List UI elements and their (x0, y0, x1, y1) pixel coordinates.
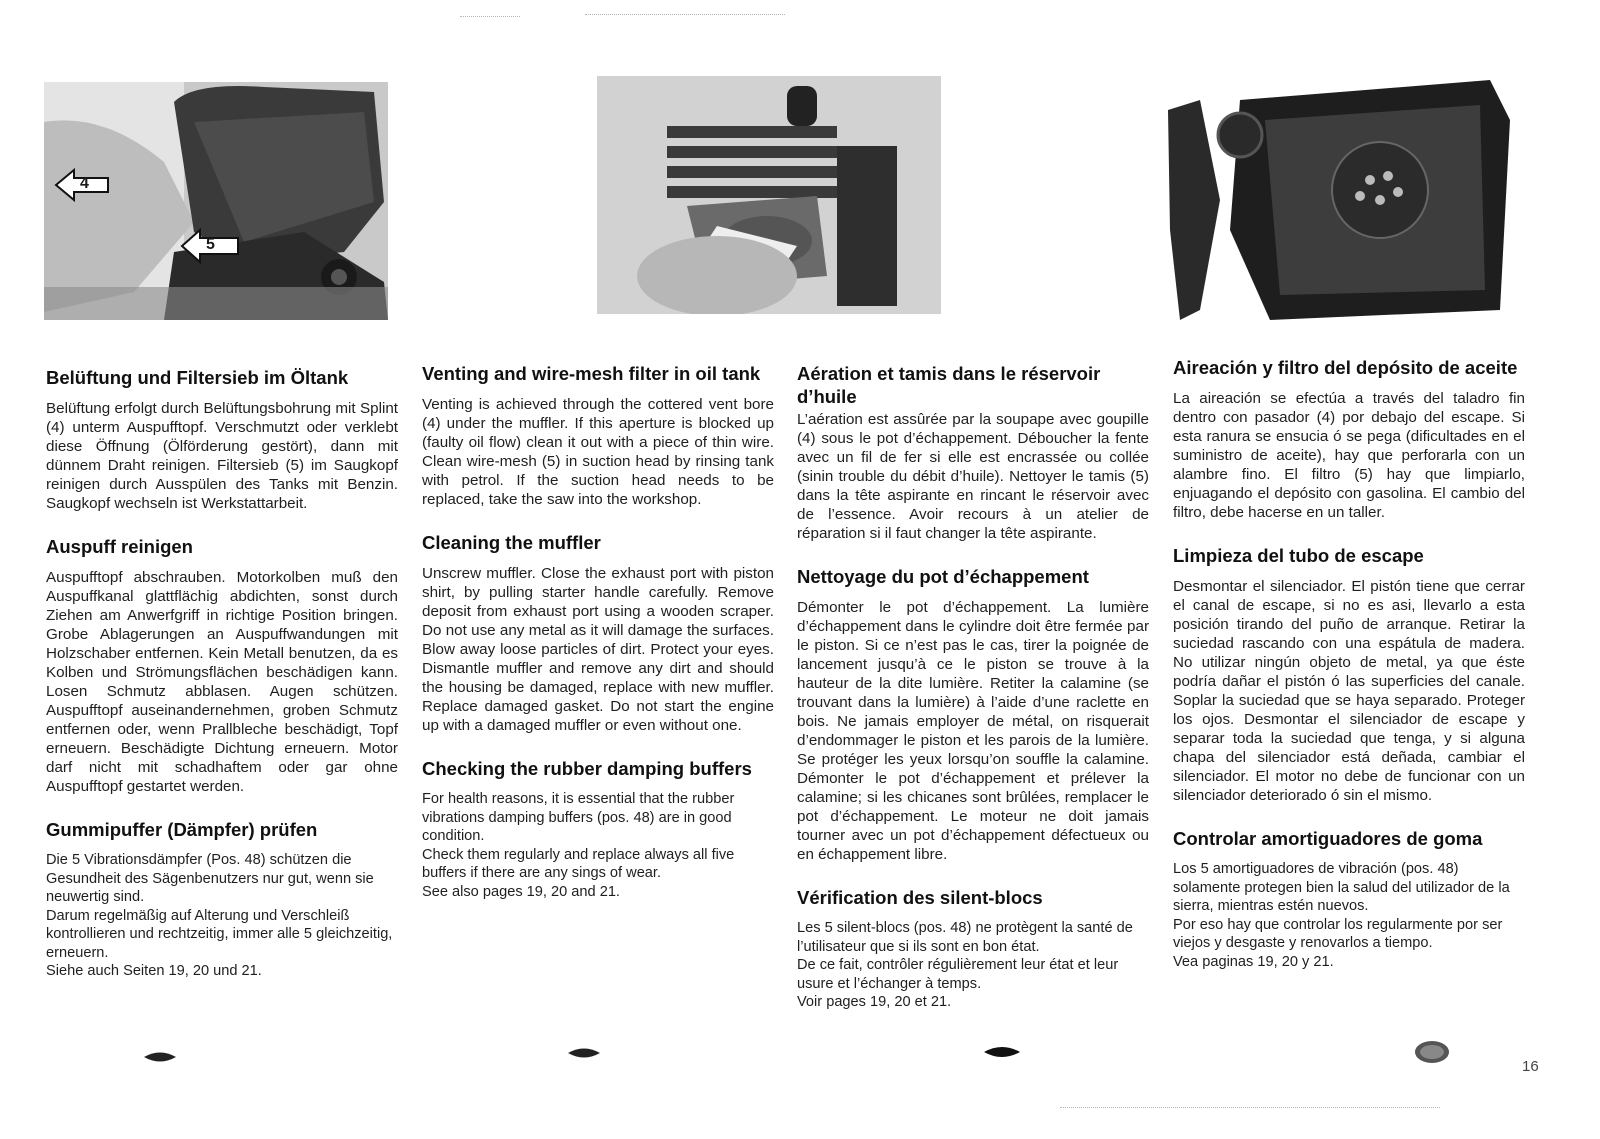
section-title: Vérification des silent-blocs (797, 887, 1043, 908)
footer-leaf-icon (982, 1042, 1022, 1067)
page-number: 16 (1522, 1058, 1539, 1075)
section-text: Venting is achieved through the cottered vent bore (4) under the muffler. If this aperture is blocked up (faulty oil flow) clean it out with a piece of thin wire. Clean wire-mesh (5) in suction head by rinsing tank with petrol. If the suction head needs to be replaced, take the saw into the workshop. (422, 396, 774, 508)
section-title: Belüftung und Filtersieb im Öltank (46, 367, 349, 388)
section-text: Auspufftopf abschrauben. Motorkolben muß den Auspuffkanal glattflächig abdichten, sonst durch Ziehen am Anwerfgriff in richtige Position bringen. Grobe Ablagerungen an Auspuffwandungen mit Holzschaber entfernen. Kein Metall benutzen, da es Kolben und Strömungsflächen beschädigen kann. Losen Schmutz abblasen. Augen schützen. Auspufftopf auseinandernehmen, groben Schmutz entfernen oder, wenn Prallbleche beschädigt, Topf erneuern. Beschädigte Dichtung erneuern. Motor darf nicht mit schadhaftem oder gar ohne Auspufftopf gestartet werden. (46, 569, 398, 795)
section-text: La aireación se efectúa a través del taladro fin dentro con pasador (4) por debajo del escape. Si esta ranura se ensucia ó se pega (dificultades en el suministro de aceite), hay que perforarla con un alambre fino. El filtro (5) hay que limpiarlo, enjuagando el depósito con gasolina. El cambio del filtro, debe hacerse en un taller. (1173, 390, 1525, 521)
section-text: Démonter le pot d’échappement. La lumière d’échappement dans le cylindre doit être fermée par le piston. Si ce n’est pas le cas, tirer la poignée de lancement jusqu’à ce le piston se trouve à la hauteur de la dite lumière. Retiter la calamine (se trouvant dans la lumière) à l’aide d’une raclette en bois. Ne jamais employer de métal, on risquerait d’endommager le piston et les parois de la lumière. Se protéger les yeux lorsqu’on souffle la calamine. Démonter le pot d’échappement et prélever la calamine; si les chicanes sont brûlées, remplacer le pot d’échappement. Le moteur ne doit jamais tourner avec un pot d’échappement défectueux ou en échappement libre. (797, 599, 1149, 863)
callout-arrow-4 (54, 168, 110, 202)
section-text: For health reasons, it is essential that the rubber vibrations damping buffers (pos. 48) are in good condition. Check them regularly and replace always all five buffers if there are any sings of wear. See also pages 19, 20 and 21. (422, 791, 735, 900)
section-title: Limpieza del tubo de escape (1173, 545, 1424, 566)
scan-artifact (1060, 1107, 1440, 1109)
callout-label-4: 4 (80, 175, 89, 192)
photo-oil-tank-filter (1160, 80, 1520, 330)
footer-leaf-icon (566, 1044, 602, 1067)
section-text: Los 5 amortiguadores de vibración (pos. 48) solamente protegen bien la salud del utilizador de la sierra, mientras estén nuevos. Por eso hay que controlar los regularmente por ser viejos y desgaste y renovarlos a tiempo. Vea paginas 19, 20 y 21. (1173, 861, 1510, 970)
section-title: Aération et tamis dans le réservoir d’huile (797, 363, 1101, 407)
section-text: Desmontar el silenciador. El pistón tiene que cerrar el canal de escape, si no es asi, llevarlo a esta posición tirando del puño de arranque. Retirar la suciedad rascando con una espátula de madera. No utilizar ningún objeto de metal, ya que éste podría dañar el pistón ó las superficies del canale. Soplar la suciedad que se haya separado. Proteger los ojos. Desmontar el silenciador de escape y separar toda la suciedad que tenga, y si alguna chapa del silenciador está deñada, cambiar el silenciador. El motor no debe de funcionar con un silenciador deteriorado ó sin el mismo. (1173, 578, 1525, 804)
scan-artifact (460, 16, 520, 18)
section-title: Gummipuffer (Dämpfer) prüfen (46, 819, 318, 840)
section-text: Die 5 Vibrationsdämpfer (Pos. 48) schützen die Gesundheit des Sägenbenutzers nur gut, wenn sie neuwertig sind. Darum regelmäßig auf Alterung und Verschleiß kontrollieren und rechtzeitig, immer alle 5 gleichzeitig, erneuern. Siehe auch Seiten 19, 20 und 21. (46, 852, 393, 979)
callout-label-5: 5 (206, 236, 215, 253)
photo-muffler-cylinder (597, 76, 941, 314)
section-title: Checking the rubber damping buffers (422, 758, 752, 779)
section-title: Nettoyage du pot d’échappement (797, 566, 1089, 587)
section-text: Unscrew muffler. Close the exhaust port with piston shirt, by pulling starter handle carefully. Remove deposit from exhaust port using a wooden scraper. Do not use any metal as it will damage the surfaces. Blow away loose particles of dirt. Protect your eyes. Dismantle muffler and remove any dirt and should the housing be damaged, replace with new muffler. Replace damaged gasket. Do not start the engine up with a damaged muffler or even without one. (422, 565, 774, 734)
section-text: L’aération est assûrée par la soupape avec goupille (4) sous le pot d’échappement. Déboucher la fente avec un fil de fer si elle est encrassée ou collée (sinin trouble du débit d’huile). Nettoyer le tamis (5) dans la tête aspirante en rincant le réservoir avec de l’essence. Avoir recours à un atelier de réparation si il faut changer la tête aspirante. (797, 411, 1149, 542)
section-title: Aireación y filtro del depósito de aceite (1173, 357, 1518, 378)
section-title: Controlar amortiguadores de goma (1173, 828, 1483, 849)
section-text: Les 5 silent-blocs (pos. 48) ne protègent la santé de l’utilisateur que si ils sont en bon état. De ce fait, contrôler régulièrement leur état et leur usure et l’échanger à temps. Voir pages 19, 20 et 21. (797, 920, 1133, 1010)
section-title: Venting and wire-mesh filter in oil tank (422, 363, 761, 384)
footer-leaf-icon (142, 1048, 178, 1071)
callout-arrow-5 (180, 228, 240, 264)
section-title: Auspuff reinigen (46, 536, 193, 557)
section-text: Belüftung erfolgt durch Belüftungsbohrung mit Splint (4) unterm Auspufftopf. Verschmutzt oder verklebt diese Öffnung (Ölförderung gestört), dann mit dünnem Draht reinigen. Filtersieb (5) im Saugkopf reinigen durch Ausspülen des Tanks mit Benzin. Saugkopf wechseln ist Werkstattarbeit. (46, 400, 398, 512)
footer-leaf-icon (1414, 1040, 1450, 1069)
column-spanish (1173, 356, 1525, 993)
scan-artifact (585, 14, 785, 16)
section-title: Cleaning the muffler (422, 532, 601, 553)
column-english (422, 362, 774, 923)
column-french (797, 362, 1149, 1034)
column-german (46, 366, 398, 1003)
